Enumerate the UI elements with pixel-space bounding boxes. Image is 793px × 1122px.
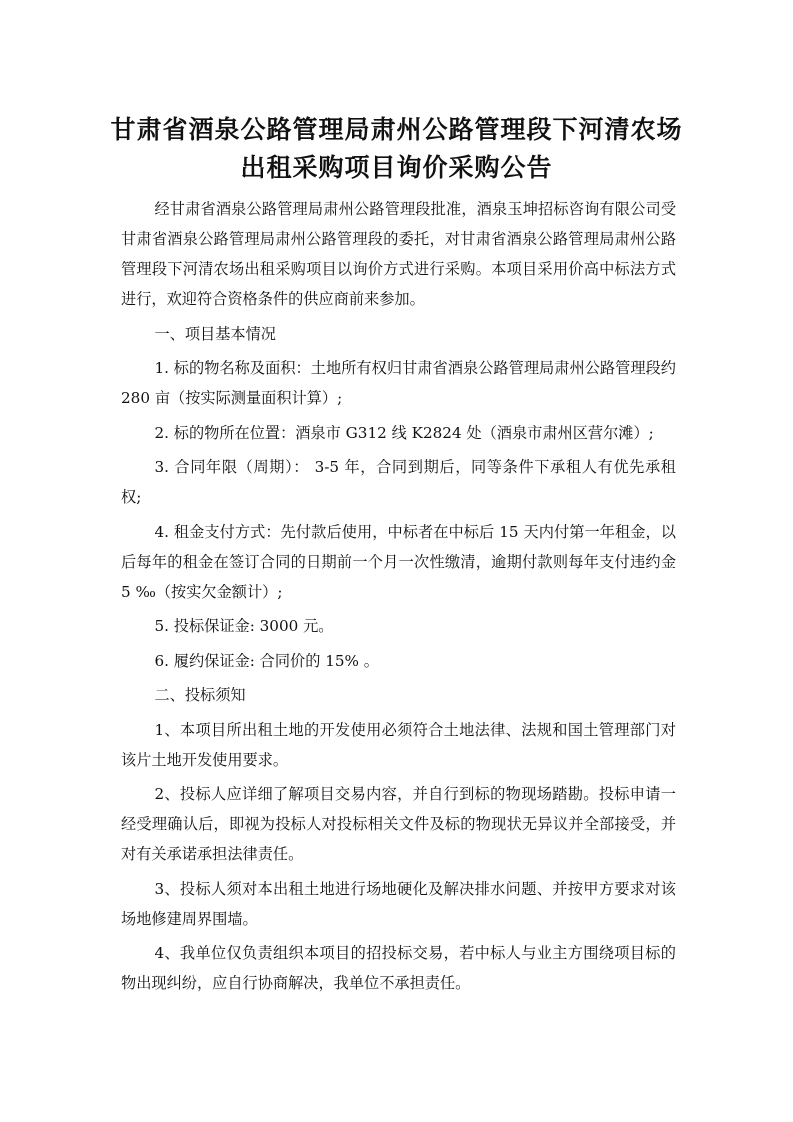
section-2-item-2: 2、投标人应详细了解项目交易内容，并自行到标的物现场踏勘。投标申请一经受理确认后，即视为投标人对投标相关文件及标的物现状无异议并全部接受，并对有关承诺承担法律责任。	[121, 785, 676, 863]
section-1-item-3: 3. 合同年限（周期）： 3-5 年，合同到期后，同等条件下承租人有优先承租权;	[121, 458, 676, 506]
section-2-item-1: 1、本项目所出租土地的开发使用必须符合土地法律、法规和国土管理部门对该片土地开发使用要求。	[121, 720, 676, 769]
document-title-line-2: 出租采购项目询价采购公告	[240, 153, 553, 182]
section-1-item-2: 2. 标的物所在位置：酒泉市 G312 线 K2824 处（酒泉市肃州区营尔滩）;	[154, 423, 654, 442]
section-1-heading: 一、项目基本情况	[154, 324, 276, 343]
section-1-item-4: 4. 租金支付方式：先付款后使用，中标者在中标后 15 天内付第一年租金，以后每年的租金在签订合同的日期前一个月一次性缴清，逾期付款则每年支付违约金 5 ‰（按实欠金额计）;	[121, 522, 676, 601]
section-1-item-5: 5. 投标保证金: 3000 元。	[154, 617, 334, 635]
section-2-heading: 二、投标须知	[154, 686, 246, 704]
section-1-item-6: 6. 履约保证金: 合同价的 15% 。	[154, 651, 379, 670]
section-1-item-1: 1. 标的物名称及面积：土地所有权归甘肃省酒泉公路管理局肃州公路管理段约 280 亩（按实际测量面积计算）;	[121, 359, 676, 407]
section-2-item-4: 4、我单位仅负责组织本项目的招投标交易，若中标人与业主方围绕项目标的物出现纠纷，应自行协商解决，我单位不承担责任。	[121, 944, 676, 992]
document-body	[121, 194, 676, 1003]
intro-paragraph: 经甘肃省酒泉公路管理局肃州公路管理段批准，酒泉玉坤招标咨询有限公司受甘肃省酒泉公路管理局肃州公路管理段的委托，对甘肃省酒泉公路管理局肃州公路管理段下河清农场出租采购项目以询价方式进行采购。本项目采用价高中标法方式进行，欢迎符合资格条件的供应商前来参加。	[121, 200, 676, 308]
document-title-line-1: 甘肃省酒泉公路管理局肃州公路管理段下河清农场	[110, 115, 683, 144]
section-2-item-3: 3、投标人须对本出租土地进行场地硬化及解决排水问题、并按甲方要求对该场地修建周界围墙。	[121, 879, 676, 928]
